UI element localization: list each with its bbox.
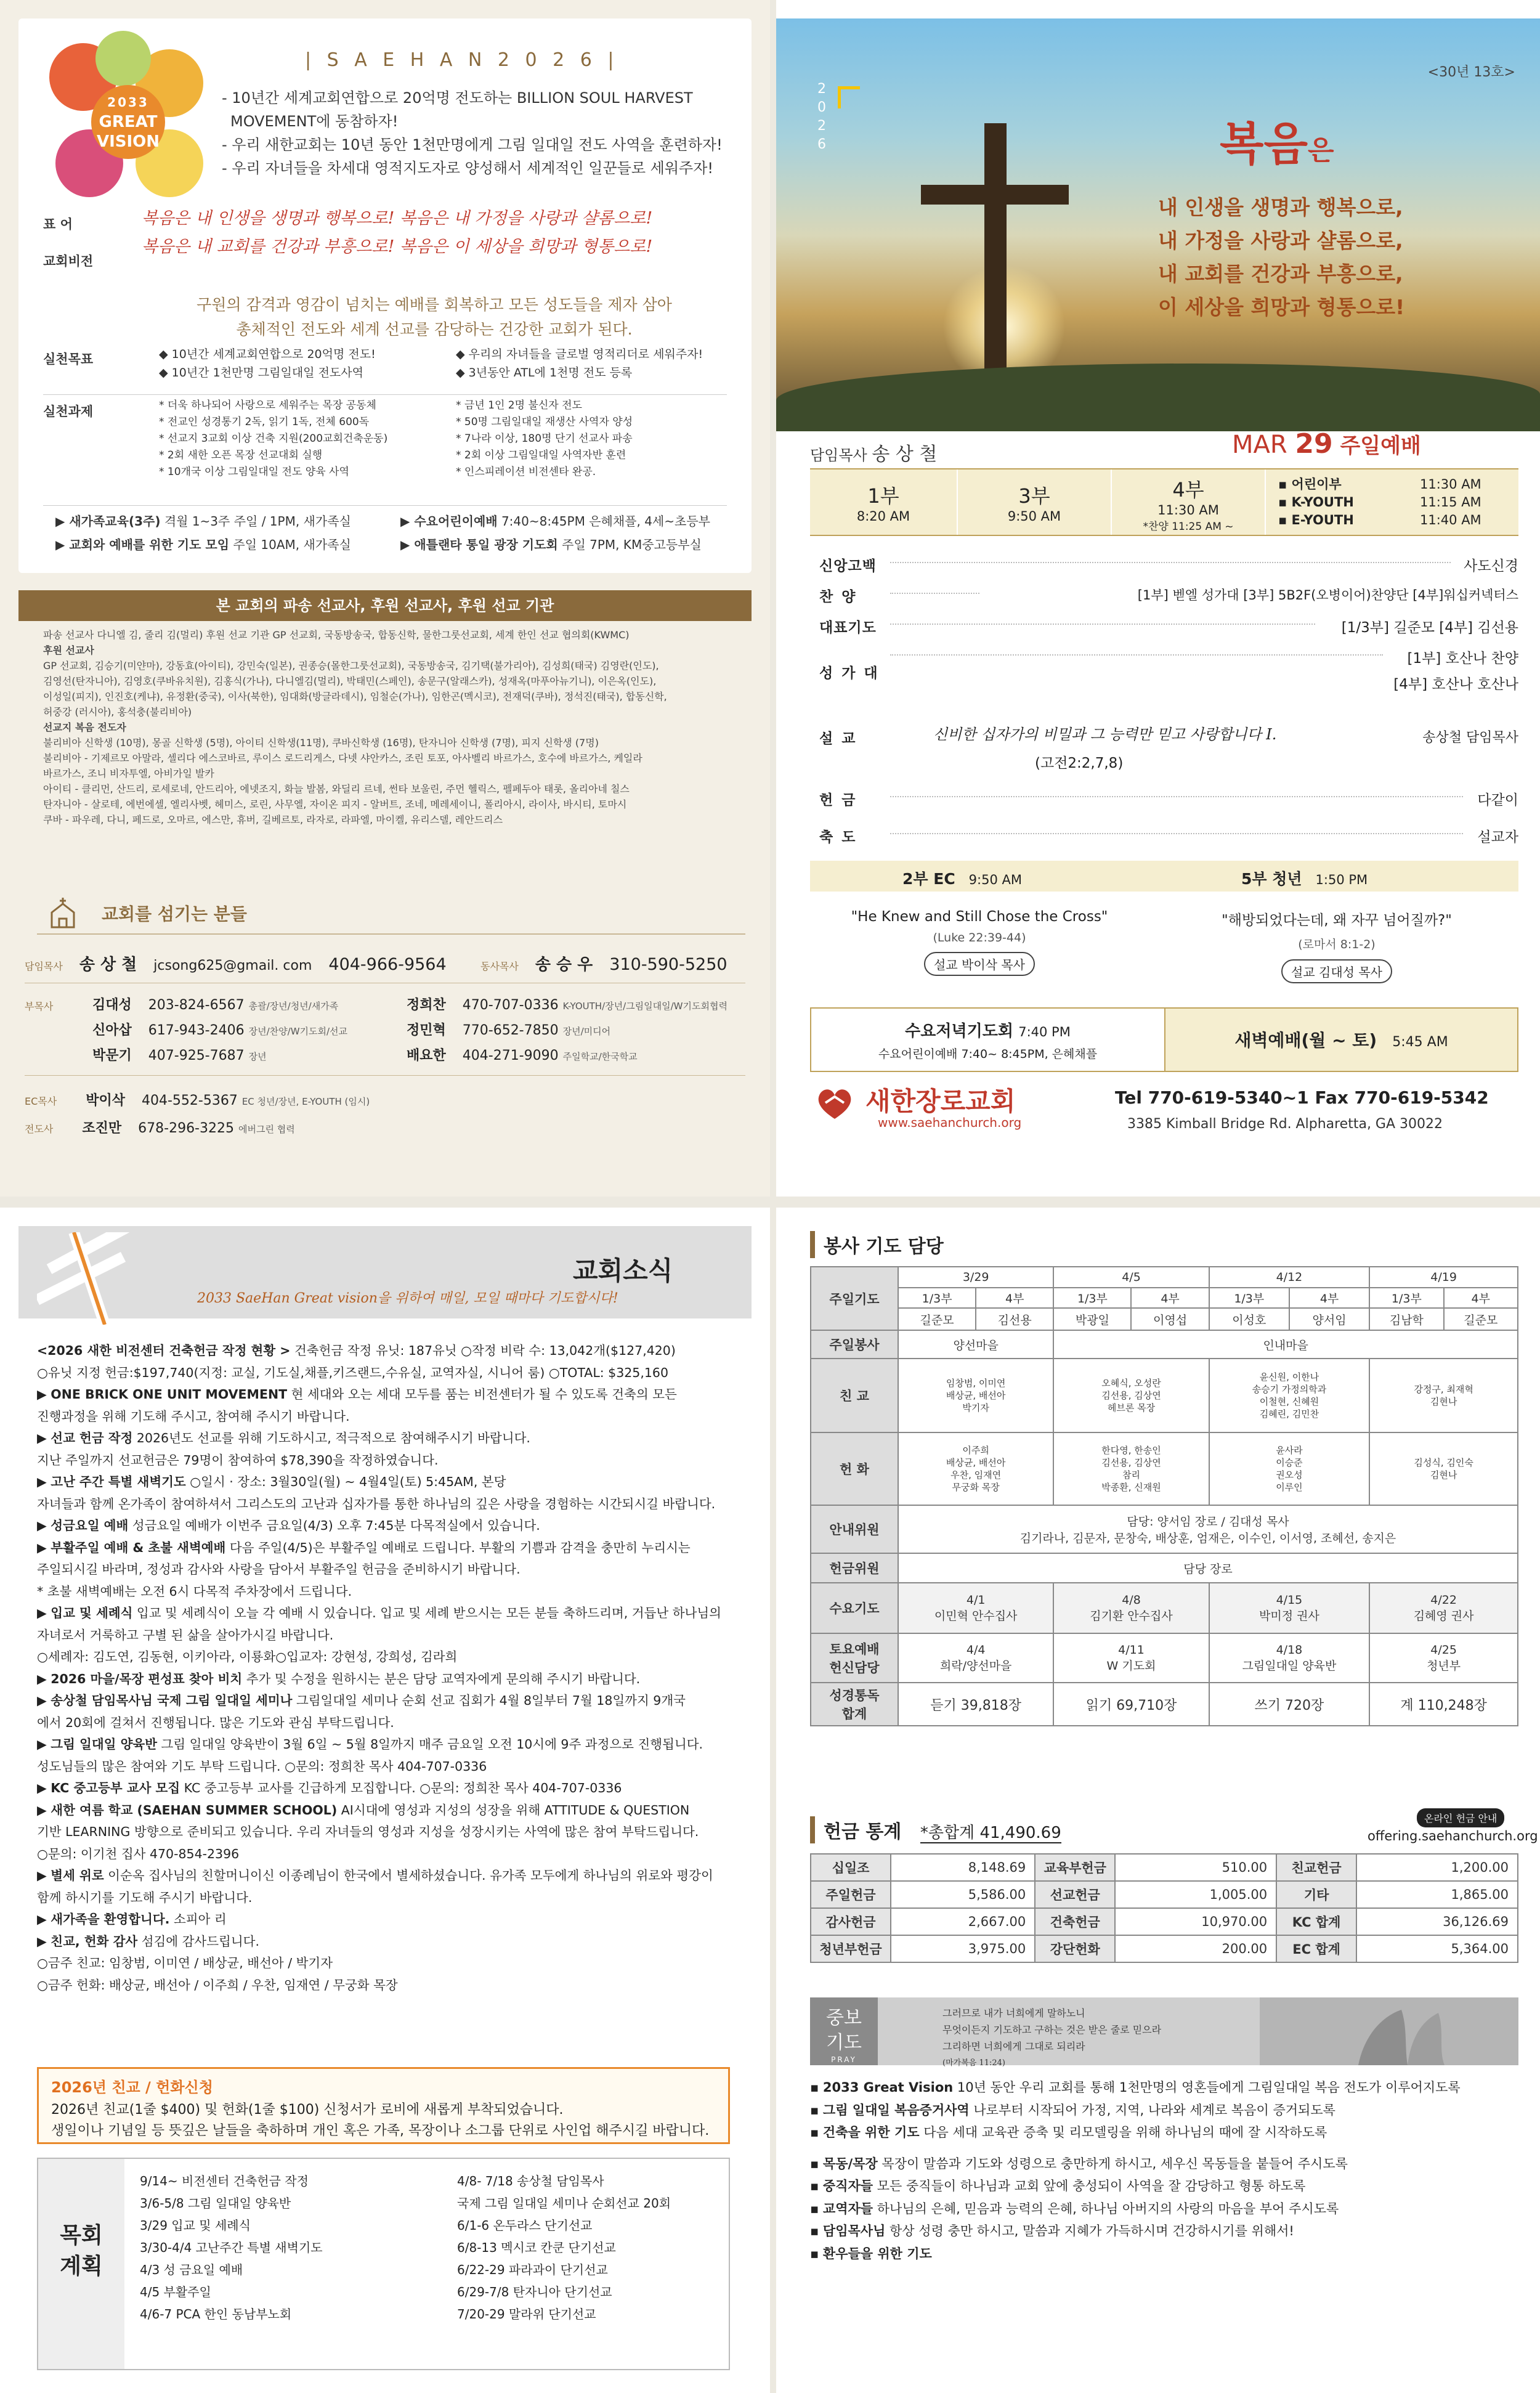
sermon-ref: (고전2:2,7,8) bbox=[1035, 755, 1124, 771]
sermon-title-text: 신비한 십자가의 비밀과 그 능력만 믿고 사랑합니다 I. bbox=[933, 726, 1277, 743]
fold-horizontal bbox=[0, 1196, 1540, 1208]
missionary-header: 본 교회의 파송 선교사, 후원 선교사, 후원 선교 기관 bbox=[18, 590, 752, 621]
prayer-item: ▪ 중직자들 모든 중직들이 하나님과 교회 앞에 충성되이 사역을 잘 감당하고 형통 하도록 bbox=[810, 2179, 1306, 2193]
vision-card bbox=[18, 18, 752, 573]
prayer-items bbox=[810, 2076, 1518, 2265]
cross-hero-image bbox=[776, 18, 1540, 413]
news-line: ▶ 그림 일대일 양육반 그림 일대일 양육반이 3월 6일 ~ 5월 8일까지 매주 금요일 오전 10시에 9주 과정으로 진행됩니다. bbox=[37, 1737, 703, 1752]
great-vision-badge: 2033 GREAT VISION bbox=[91, 85, 165, 159]
news-line: ▶ 선교 헌금 작정 2026년도 선교를 위해 기도하시고, 적극적으로 참여해주시기 바랍니다. bbox=[37, 1431, 530, 1445]
offering-category: EC 합계 bbox=[1276, 1935, 1356, 1962]
lead-pastor-row: 담임목사 송 상 철 jcsong625@gmail. com 404-966-9564 bbox=[25, 955, 447, 974]
news-line: 자녀로서 거룩하고 구별 된 삶을 살아가시길 바랍니다. bbox=[37, 1627, 334, 1643]
prayer-item bbox=[810, 2144, 1518, 2153]
offering-category: 강단헌화 bbox=[1035, 1935, 1115, 1962]
news-line: ○금주 헌화: 배상균, 배선아 / 이주희 / 우찬, 임재연 / 무궁화 목장 bbox=[37, 1977, 398, 1993]
offering-amount: 36,126.69 bbox=[1356, 1908, 1518, 1935]
youth-sermon: "해방되었다는데, 왜 자꾸 넘어질까?" (로마서 8:1-2) 설교 김대성 목사 bbox=[1170, 909, 1503, 983]
service-date: MAR 29 주일예배 bbox=[1232, 428, 1421, 460]
news-line: ○금주 친교: 임창범, 이미연 / 배상균, 배선아 / 박기자 bbox=[37, 1956, 333, 1970]
offering-category: KC 합계 bbox=[1276, 1908, 1356, 1935]
prayer-item: ▪ 환우들을 위한 기도 bbox=[810, 2246, 932, 2261]
gospel-lines: 내 인생을 생명과 행복으로, 내 가정을 사랑과 샬롬으로, 내 교회를 건강과 부흥으로, 이 세상을 희망과 형통으로! bbox=[1158, 195, 1405, 319]
offering-row bbox=[811, 1935, 1518, 1962]
ministry-plan bbox=[37, 2158, 730, 2370]
news-line: 지난 주일까지 선교헌금은 79명이 참여하여 $78,390을 작정하였습니다. bbox=[37, 1452, 439, 1468]
ec-sermon: "He Knew and Still Chose the Cross" (Luke 22:39-44) 설교 박이삭 목사 bbox=[813, 909, 1146, 976]
co-pastor-row: 동사목사 송 승 우 310-590-5250 bbox=[480, 955, 727, 974]
cross-mark-icon bbox=[37, 1232, 129, 1325]
church-icon bbox=[48, 896, 78, 928]
pastor-name: 담임목사 송 상 철 bbox=[810, 444, 938, 465]
news-line: ▶ 2026 마을/목장 편성표 찾아 비치 추가 및 수정을 원하시는 분은 담당 교역자에게 문의해 주시기 바랍니다. bbox=[37, 1671, 641, 1686]
news-line: ▶ KC 중고등부 교사 모집 KC 중고등부 교사를 긴급하게 모집합니다. ○문의: 정희찬 목사 404-707-0336 bbox=[37, 1781, 622, 1795]
news-line: ▶ 친교, 헌화 감사 섬김에 감사드립니다. bbox=[37, 1933, 259, 1949]
duty-table: 주일기도 3/29 4/5 4/12 4/19 1/3부 4부 1/3부 4부 1/3부 4부 1/3부 4부 길준모 김선용 박광일 이영섭 이성호 양서임 김남학 길준모 주일봉사 양선마을 인내마을 친 교 임창범, 이미연 배상균, 배선아 박기자 오혜식, 오성란 김선용, 김상연 헤브론 목장 윤신원, 이한나 송승기 가정의학과 이철현, 신혜원 김혜린, 김민찬 강정구, 최재혁 김현나 헌 화 이주희 배상균, 배선아 우찬, 임재연 무궁화 목장 한다영, 한송인 김선용, 김상연 참리 박종환, 신재원 윤사라 이승준 권오성 이루인 김성식, 김인숙 김현나 안내위원 담당: 양서임 장로 / 김대성 목사 김기라나, 김문자, 문창숙, 배상훈, 엄재은, 이수인, 이서영, 조혜선, 송지은 헌금위원 담당 장로 수요기도 4/1 이민혁 안수집사 4/8 김기환 안수집사 4/15 박미정 권사 4/22 김혜영 권사 토요예배 헌신담당 4/4 희락/양선마을 4/11 W 기도회 4/18 그림일대일 양육반 4/25 청년부 성경통독 합계 듣기 39,818장 읽기 69,710장 쓰기 720장 계 110,248장 bbox=[810, 1266, 1518, 1726]
church-logo-icon bbox=[813, 1086, 856, 1120]
news-line: ○문의: 이기천 집사 470-854-2396 bbox=[37, 1846, 240, 1861]
offering-category: 감사헌금 bbox=[811, 1908, 891, 1935]
plan-left: 9/14~ 비전센터 건축헌금 작정 3/6-5/8 그림 일대일 양육반 3/29 입교 및 세례식 3/30-4/4 고난주간 특별 새벽기도 4/3 성 금요일 예배 4/5 부활주일 4/6-7 PCA 한인 동남부노회 bbox=[140, 2174, 323, 2322]
offering-table bbox=[810, 1853, 1518, 1963]
offering-amount: 1,865.00 bbox=[1356, 1881, 1518, 1908]
goals-right: ◆ 우리의 자녀들을 글로벌 영적리더로 세워주자! ◆ 3년동안 ATL에 1천명 전도 등록 bbox=[456, 347, 703, 380]
intercession-label: 중보 기도 PRAY bbox=[810, 1997, 878, 2065]
church-name: 새한장로교회 bbox=[865, 1086, 1016, 1116]
ec-pastor-row: EC목사 박이삭 404-552-5367 EC 청년/장년, E-YOUTH (임시) 전도사 조진만 678-296-3225 에버그린 협력 bbox=[25, 1093, 370, 1136]
offering-amount: 1,200.00 bbox=[1356, 1854, 1518, 1881]
news-line: ▶ 송상철 담임목사님 국제 그림 일대일 세미나 그림일대일 세미나 순회 선교 집회가 4월 8일부터 7월 18일까지 9개국 bbox=[37, 1693, 686, 1708]
news-line: 자녀들과 함께 온가족이 참여하셔서 그리스도의 고난과 십자가를 통한 하나님의 깊은 사랑을 경험하는 시간되시길 바랍니다. bbox=[37, 1496, 716, 1511]
news-line: ▶ 새한 여름 학교 (SAEHAN SUMMER SCHOOL) AI시대에 영성과 지성의 성장을 위해 ATTITUDE & QUESTION bbox=[37, 1802, 690, 1818]
strategy-left: * 더욱 하나되어 사랑으로 세워주는 목장 공동체 * 전교인 성경통기 2독, 읽기 1독, 전체 600독 * 선교지 3교회 이상 건축 지원(200교회건축운동) * 2회 새한 오픈 목장 선교대회 실행 * 10개국 이상 그림일대일 전도 양육 사역 bbox=[159, 399, 388, 478]
offering-amount: 10,970.00 bbox=[1115, 1908, 1276, 1935]
vision-lines: - 10년간 세계교회연합으로 20억명 전도하는 BILLION SOUL HARVEST MOVEMENT에 동참하자! - 우리 새한교회는 10년 동안 1천만명에게 그림 일대일 전도 사역을 훈련하자! - 우리 자녀들을 차세대 영적지도자로 양성해서 세계적인 일꾼들로 세워주자! bbox=[222, 89, 723, 177]
news-line: ▶ 입교 및 세례식 입교 및 세례식이 오늘 각 예배 시 있습니다. 입교 및 세례 받으시는 모든 분들 축하드리며, 거듭난 하나님의 bbox=[37, 1606, 721, 1620]
offering-row bbox=[811, 1881, 1518, 1908]
worship-panel: 2 0 2 6 <30년 13호> 복음은 내 인생을 생명과 행복으로, 내 가정을 사랑과 샬롬으로, 내 교회를 건강과 부흥으로, 이 세상을 희망과 형통으로! 담임목사 송 상 철 MAR 29 주일예배 1부 8:20 AM 3부 9:50 AM 4부 11:30 AM *찬양 11:25 AM ~ ▪ 어린이부 11:30 AM ▪ K-YOUTH 11:15 AM ▪ E-YOUTH 11:40 AM 신앙고백 사도신경 찬양 [1부] 벧엘 성가대 [3부] 5B2F(오병이어)찬양단 [4부]워십커넥터스 대표기도 [1/3부] 길준모 [4부] 김선용 성가대 [1부] 호산나 찬양 [4부] 호산나 호산나 설교 송상철 담임목사 신비한 십자가의 비밀과 그 능력만 믿고 사랑합니다 I. (고전2:2,7,8) 헌금 다같이 축도 설교자 2부 EC 9:50 AM 5부 청년 1:50 PM "He Knew and Still Chose the Cross" (Luke 22:39-44) 설교 박이삭 목사 "해방되었다는데, 왜 자꾸 넘어질까?" (로마서 8:1-2) 설교 김대성 목사 수요저녁기도회 7:40 PM 수요어린이예배 7:40~ 8:45PM, 은혜채플 새벽예배(월 ~ 토) 5:45 AM 새한장로교회 www.saehanchurch.org Tel 770-619-5340~1 Fax 770-619-5342 3385 Kimball Bridge Rd. Alpharetta, GA 30022 bbox=[776, 0, 1540, 1196]
church-phone: Tel 770-619-5340~1 Fax 770-619-5342 bbox=[1115, 1087, 1489, 1108]
info-row-2: ▶ 교회와 예배를 위한 기도 모임 주일 10AM, 새가족실 ▶ 애틀랜타 통일 광장 기도회 주일 7PM, KM중고등부실 bbox=[55, 537, 702, 552]
strategy-right: * 금년 1인 2명 불신자 전도 * 50명 그림일대일 재생산 사역자 양성 * 7나라 이상, 180명 단기 선교사 파송 * 2회 이상 그림일대일 사역자반 훈련 * 인스피레이션 비전센타 완공. bbox=[456, 399, 633, 478]
news-line: 기반 LEARNING 방향으로 준비되고 있습니다. 우리 자녀들의 영성과 지성을 성장시키는 사역에 많은 참여 부탁드립니다. bbox=[37, 1824, 699, 1839]
great-vision-flower bbox=[43, 37, 209, 203]
news-line: ▶ 부활주일 예배 & 초불 새벽예배 다음 주일(4/5)은 부활주일 예배로 드립니다. 부활의 기쁨과 감격을 충만히 누리시는 bbox=[37, 1540, 691, 1555]
offering-category: 교육부헌금 bbox=[1035, 1854, 1115, 1881]
offering-amount: 2,667.00 bbox=[891, 1908, 1035, 1935]
offering-amount: 3,975.00 bbox=[891, 1935, 1035, 1962]
offering-amount: 510.00 bbox=[1115, 1854, 1276, 1881]
offering-category: 십일조 bbox=[811, 1854, 891, 1881]
goals-left: ◆ 10년간 세계교회연합으로 20억명 전도! ◆ 10년간 1천만명 그림일대일 전도사역 bbox=[159, 347, 376, 380]
duty-title: 봉사 기도 담당 bbox=[810, 1231, 944, 1258]
plan-label: 목회 계획 bbox=[38, 2159, 124, 2369]
offering-amount: 5,586.00 bbox=[891, 1881, 1035, 1908]
prayer-item: ▪ 2033 Great Vision 10년 동안 우리 교회를 통해 1천만명의 영혼들에게 그림일대일 복음 전도가 이루어지도록 bbox=[810, 2080, 1461, 2095]
intercession-banner bbox=[810, 1997, 1518, 2068]
prayer-verse: 그러므로 내가 너희에게 말하노니 무엇이든지 기도하고 구하는 것은 받은 줄로 믿으라 그리하면 너희에게 그대로 되리라 (마가복음 11:24) bbox=[942, 2007, 1162, 2068]
news-line: ▶ 별세 위로 이순옥 집사님의 친할머니이신 이종례님이 한국에서 별세하셨습니다. 유가족 모두에게 하나님의 위로와 평강이 bbox=[37, 1868, 713, 1883]
news-line: 성도님들의 많은 참여와 기도 부탁 드립니다. ○문의: 정희찬 목사 404-707-0336 bbox=[37, 1758, 487, 1774]
assoc-label: 부목사 bbox=[25, 1001, 54, 1012]
news-line: <2026 새한 비전센터 건축헌금 작정 현황 > 건축헌금 작정 유닛: 187유닛 ○작정 비락 수: 13,042개($127,420) bbox=[37, 1343, 676, 1358]
offering-category: 선교헌금 bbox=[1035, 1881, 1115, 1908]
weekday-services: 수요저녁기도회 7:40 PM 수요어린이예배 7:40~ 8:45PM, 은혜채플 새벽예배(월 ~ 토) 5:45 AM bbox=[810, 1007, 1518, 1072]
news-line: ○세례자: 김도연, 김동현, 이키아라, 이룡화○입교자: 강현성, 강희성, 김라희 bbox=[37, 1649, 458, 1664]
prayer-item: ▪ 그림 일대일 복음증거사역 나로부터 시작되어 가정, 지역, 나라와 세계로 복음이 증거되도록 bbox=[810, 2102, 1335, 2118]
church-address: 3385 Kimball Bridge Rd. Alpharetta, GA 30022 bbox=[1127, 1116, 1443, 1132]
plan-right: 4/8- 7/18 송상철 담임목사 국제 그림 일대일 세미나 순회선교 20회 6/1-6 온두라스 단기선교 6/8-13 멕시코 칸쿤 단기선교 6/22-29 파라과이 단기선교 6/29-7/8 탄자니아 단기선교 7/20-29 말라위 단기선교 bbox=[457, 2174, 671, 2322]
offering-category: 건축헌금 bbox=[1035, 1908, 1115, 1935]
motto: 복음은 내 인생을 생명과 행복으로! 복음은 내 가정을 사랑과 샬롬으로! 복음은 내 교회를 건강과 부흥으로! 복음은 이 세상을 희망과 형통으로! bbox=[142, 209, 653, 256]
news-line: ▶ 고난 주간 특별 새벽기도 ○일시 · 장소: 3월30일(월) ~ 4월4일(토) 5:45AM, 본당 bbox=[37, 1474, 506, 1489]
saehan-2026-tag: | S A E H A N 2 0 2 6 | bbox=[305, 49, 619, 71]
ec-youth-bar: 2부 EC 9:50 AM 5부 청년 1:50 PM bbox=[810, 861, 1518, 892]
news-line: 주일되시길 바라며, 정성과 감사와 사랑을 담아서 부활주일 헌금을 준비하시기 바랍니다. bbox=[37, 1562, 521, 1577]
info-row-1: ▶ 새가족교육(3주) 격월 1~3주 주일 / 1PM, 새가족실 ▶ 수요어린이예배 7:40~8:45PM 은혜채플, 4세~초등부 bbox=[55, 514, 710, 529]
goals-label: 실천목표 bbox=[43, 352, 94, 367]
news-line: 함께 하시기를 기도해 주시기 바랍니다. bbox=[37, 1890, 253, 1905]
news-subtitle: 2033 SaeHan Great vision을 위하여 매일, 모일 때마다 기도합시다! bbox=[197, 1291, 618, 1306]
prayer-item: ▪ 목동/목장 목장이 말씀과 기도와 성령으로 충만하게 하시고, 세우신 목동들을 붙들어 주시도록 bbox=[810, 2156, 1348, 2171]
offering-amount: 200.00 bbox=[1115, 1935, 1276, 1962]
vision-label: 교회비전 bbox=[43, 254, 94, 269]
offering-amount: 8,148.69 bbox=[891, 1854, 1035, 1881]
news-line: * 초불 새벽예배는 오전 6시 다목적 주차장에서 드립니다. bbox=[37, 1583, 352, 1599]
online-offering-badge: 온라인 헌금 안내 bbox=[1417, 1808, 1504, 1827]
missionary-list: 파송 선교사 다니엘 김, 줄리 김(멀리) 후원 선교 기관 GP 선교회, 국동방송국, 합동신학, 물한그룻선교회, 세계 한인 선교 협의회(KWMC) 후원 선교사 GP 선교회, 김승기(미얀마), 강동효(아이티), 강민숙(일본), 권종승(몰한그룻선교회), 국동방송국, 김기택(불가리아), 김성희(태국) 김영란(인도), 김영선(탄자니아), 김영호(쿠바유치원), 김홍식(가나), 다니엘김(멀리), 박태민(스페인), 송문구(알래스카), 성재옥(마푸아뉴기니), 이은옥(인도), 이성일(피지), 인진호(케냐), 유정환(중국), 이사(북한), 임대화(방글라데시), 임철순(가나), 임한곤(멕시코), 전재덕(쿠바), 정석진(태국), 합동신학, 허중강 (러시아), 홍석충(불리비아) 선교지 복음 전도자 불리비아 신학생 (10명), 몽골 신학생 (5명), 아이티 신학생(11명), 쿠바신학생 (16명), 탄자니아 신학생 (7명), 피지 신학생 (7명) 불리비아 - 기제르모 아말라, 셀리다 에스코바르, 루이스 로드리게스, 다넷 샤안카스, 조린 토포, 아사벨리 바르가스, 호수에 바르가스, 케일라 바르가스, 조니 비자투엘, 아비가일 발카 아이티 - 클리먼, 산드리, 로세로네, 안드리아, 에넷조지, 화늘 발봄, 와딜리 르네, 썬타 보울린, 주먼 헬릭스, 펠페두아 태롯, 올리아네 칠스 탄자니아 - 살로테, 에번에셀, 엘리사벳, 헤미스, 로린, 사무엘, 자이온 피지 - 알버트, 조네, 메레세이니, 폴리아시, 라이사, 바시티, 토마시 쿠바 - 파우레, 다니, 페드로, 오마르, 에스만, 휴버, 길베르토, 라자로, 라파엘, 마이켈, 유리스델, 레안드리스 bbox=[43, 629, 667, 826]
service-times: 1부 8:20 AM 3부 9:50 AM 4부 11:30 AM *찬양 11:25 AM ~ ▪ 어린이부 11:30 AM ▪ K-YOUTH 11:15 AM ▪ E-YOUTH 11:40 AM bbox=[810, 468, 1518, 536]
motto-label: 표 어 bbox=[43, 217, 73, 232]
news-line: 에서 20회에 걸쳐서 진행됩니다. 많은 기도와 관심 부탁드립니다. bbox=[37, 1715, 394, 1730]
offering-row bbox=[811, 1908, 1518, 1935]
news-line: ▶ 새가족을 환영합니다. 소피아 리 bbox=[37, 1912, 227, 1927]
offering-amount: 5,364.00 bbox=[1356, 1935, 1518, 1962]
news-line: ▶ 성금요일 예배 성금요일 예배가 이번주 금요일(4/3) 오후 7:45분 다목적실에서 있습니다. bbox=[37, 1518, 540, 1533]
offering-category: 친교헌금 bbox=[1276, 1854, 1356, 1881]
fellowship-signup-box: 2026년 친교 / 헌화신청 2026년 친교(1줄 $400) 및 헌화(1줄 $100) 신청서가 로비에 새롭게 부착되었습니다. 생일이나 기념일 등 뜻깊은 날들을 축하하며 개인 혹은 가족, 목장이나 소그룹 단위로 사인업 해주시길 바랍니다. bbox=[37, 2067, 730, 2144]
news-title: 교회소식 bbox=[573, 1256, 673, 1286]
assoc-pastors-left: 김대성 203-824-6567 총괄/장년/청년/새가족 신아삽 617-943-2406 장년/찬양/W기도회/선교 박문기 407-925-7687 장년 bbox=[92, 997, 348, 1063]
kids-services: ▪ 어린이부 11:30 AM ▪ K-YOUTH 11:15 AM ▪ E-YOUTH 11:40 AM bbox=[1278, 477, 1481, 527]
offering-category: 주일헌금 bbox=[811, 1881, 891, 1908]
praying-hands-image bbox=[1260, 1997, 1518, 2065]
offering-category: 청년부헌금 bbox=[811, 1935, 891, 1962]
news-line: ○유닛 지정 헌금:$197,740(지정: 교실, 기도실,채플,키즈랜드,수유실, 교역자실, 시니어 룸) ○TOTAL: $325,160 bbox=[37, 1365, 668, 1380]
church-vision: 구원의 감격과 영감이 넘치는 예배를 회복하고 모든 성도들을 제자 삼아 총체적인 전도와 세계 선교를 감당하는 건강한 교회가 된다. bbox=[197, 296, 672, 338]
news-line: 진행과정을 위해 기도해 주시고, 참여해 주시기 바랍니다. bbox=[37, 1408, 350, 1424]
offering-stats-title: 헌금 통계 *총합계 41,490.69 bbox=[810, 1816, 1061, 1843]
news-panel bbox=[0, 1208, 770, 2393]
strategy-label: 실천과제 bbox=[43, 404, 94, 419]
assoc-pastors-right: 정희찬 470-707-0336 K-YOUTH/장년/그림일대일/W기도회협력 정민혁 770-652-7850 장년/미디어 배요한 404-271-9090 주일학교/한국학교 bbox=[407, 997, 727, 1063]
offering-amount: 1,005.00 bbox=[1115, 1881, 1276, 1908]
prayer-item: ▪ 교역자들 하나님의 은혜, 믿음과 능력의 은혜, 하나님 아버지의 사랑의 마음을 부어 주시도록 bbox=[810, 2201, 1339, 2216]
news-items bbox=[37, 1340, 739, 1996]
year-vertical: 2 0 2 6 bbox=[817, 81, 830, 152]
news-line: ▶ ONE BRICK ONE UNIT MOVEMENT 현 세대와 오는 세대 모두를 품는 비전센터가 될 수 있도록 건축의 모든 bbox=[37, 1387, 677, 1402]
offering-category: 기타 bbox=[1276, 1881, 1356, 1908]
vision-panel bbox=[0, 0, 770, 1196]
gospel-title: 복음은 bbox=[1220, 118, 1334, 171]
serving-title: 교회를 섬기는 분들 bbox=[102, 904, 247, 924]
issue-number: <30년 13호> bbox=[1427, 65, 1515, 80]
prayer-item: ▪ 건축을 위한 기도 다음 세대 교육관 증축 및 리모델링을 위해 하나님의 때에 잘 시작하도록 bbox=[810, 2125, 1327, 2140]
duty-panel bbox=[776, 1208, 1540, 2393]
online-offering-url[interactable]: offering.saehanchurch.org bbox=[1368, 1829, 1538, 1843]
offering-row bbox=[811, 1854, 1518, 1881]
church-url[interactable]: www.saehanchurch.org bbox=[878, 1115, 1022, 1130]
prayer-item: ▪ 담임목사님 항상 성령 충만 하시고, 말씀과 지혜가 가득하시며 건강하시기를 위해서! bbox=[810, 2224, 1294, 2238]
